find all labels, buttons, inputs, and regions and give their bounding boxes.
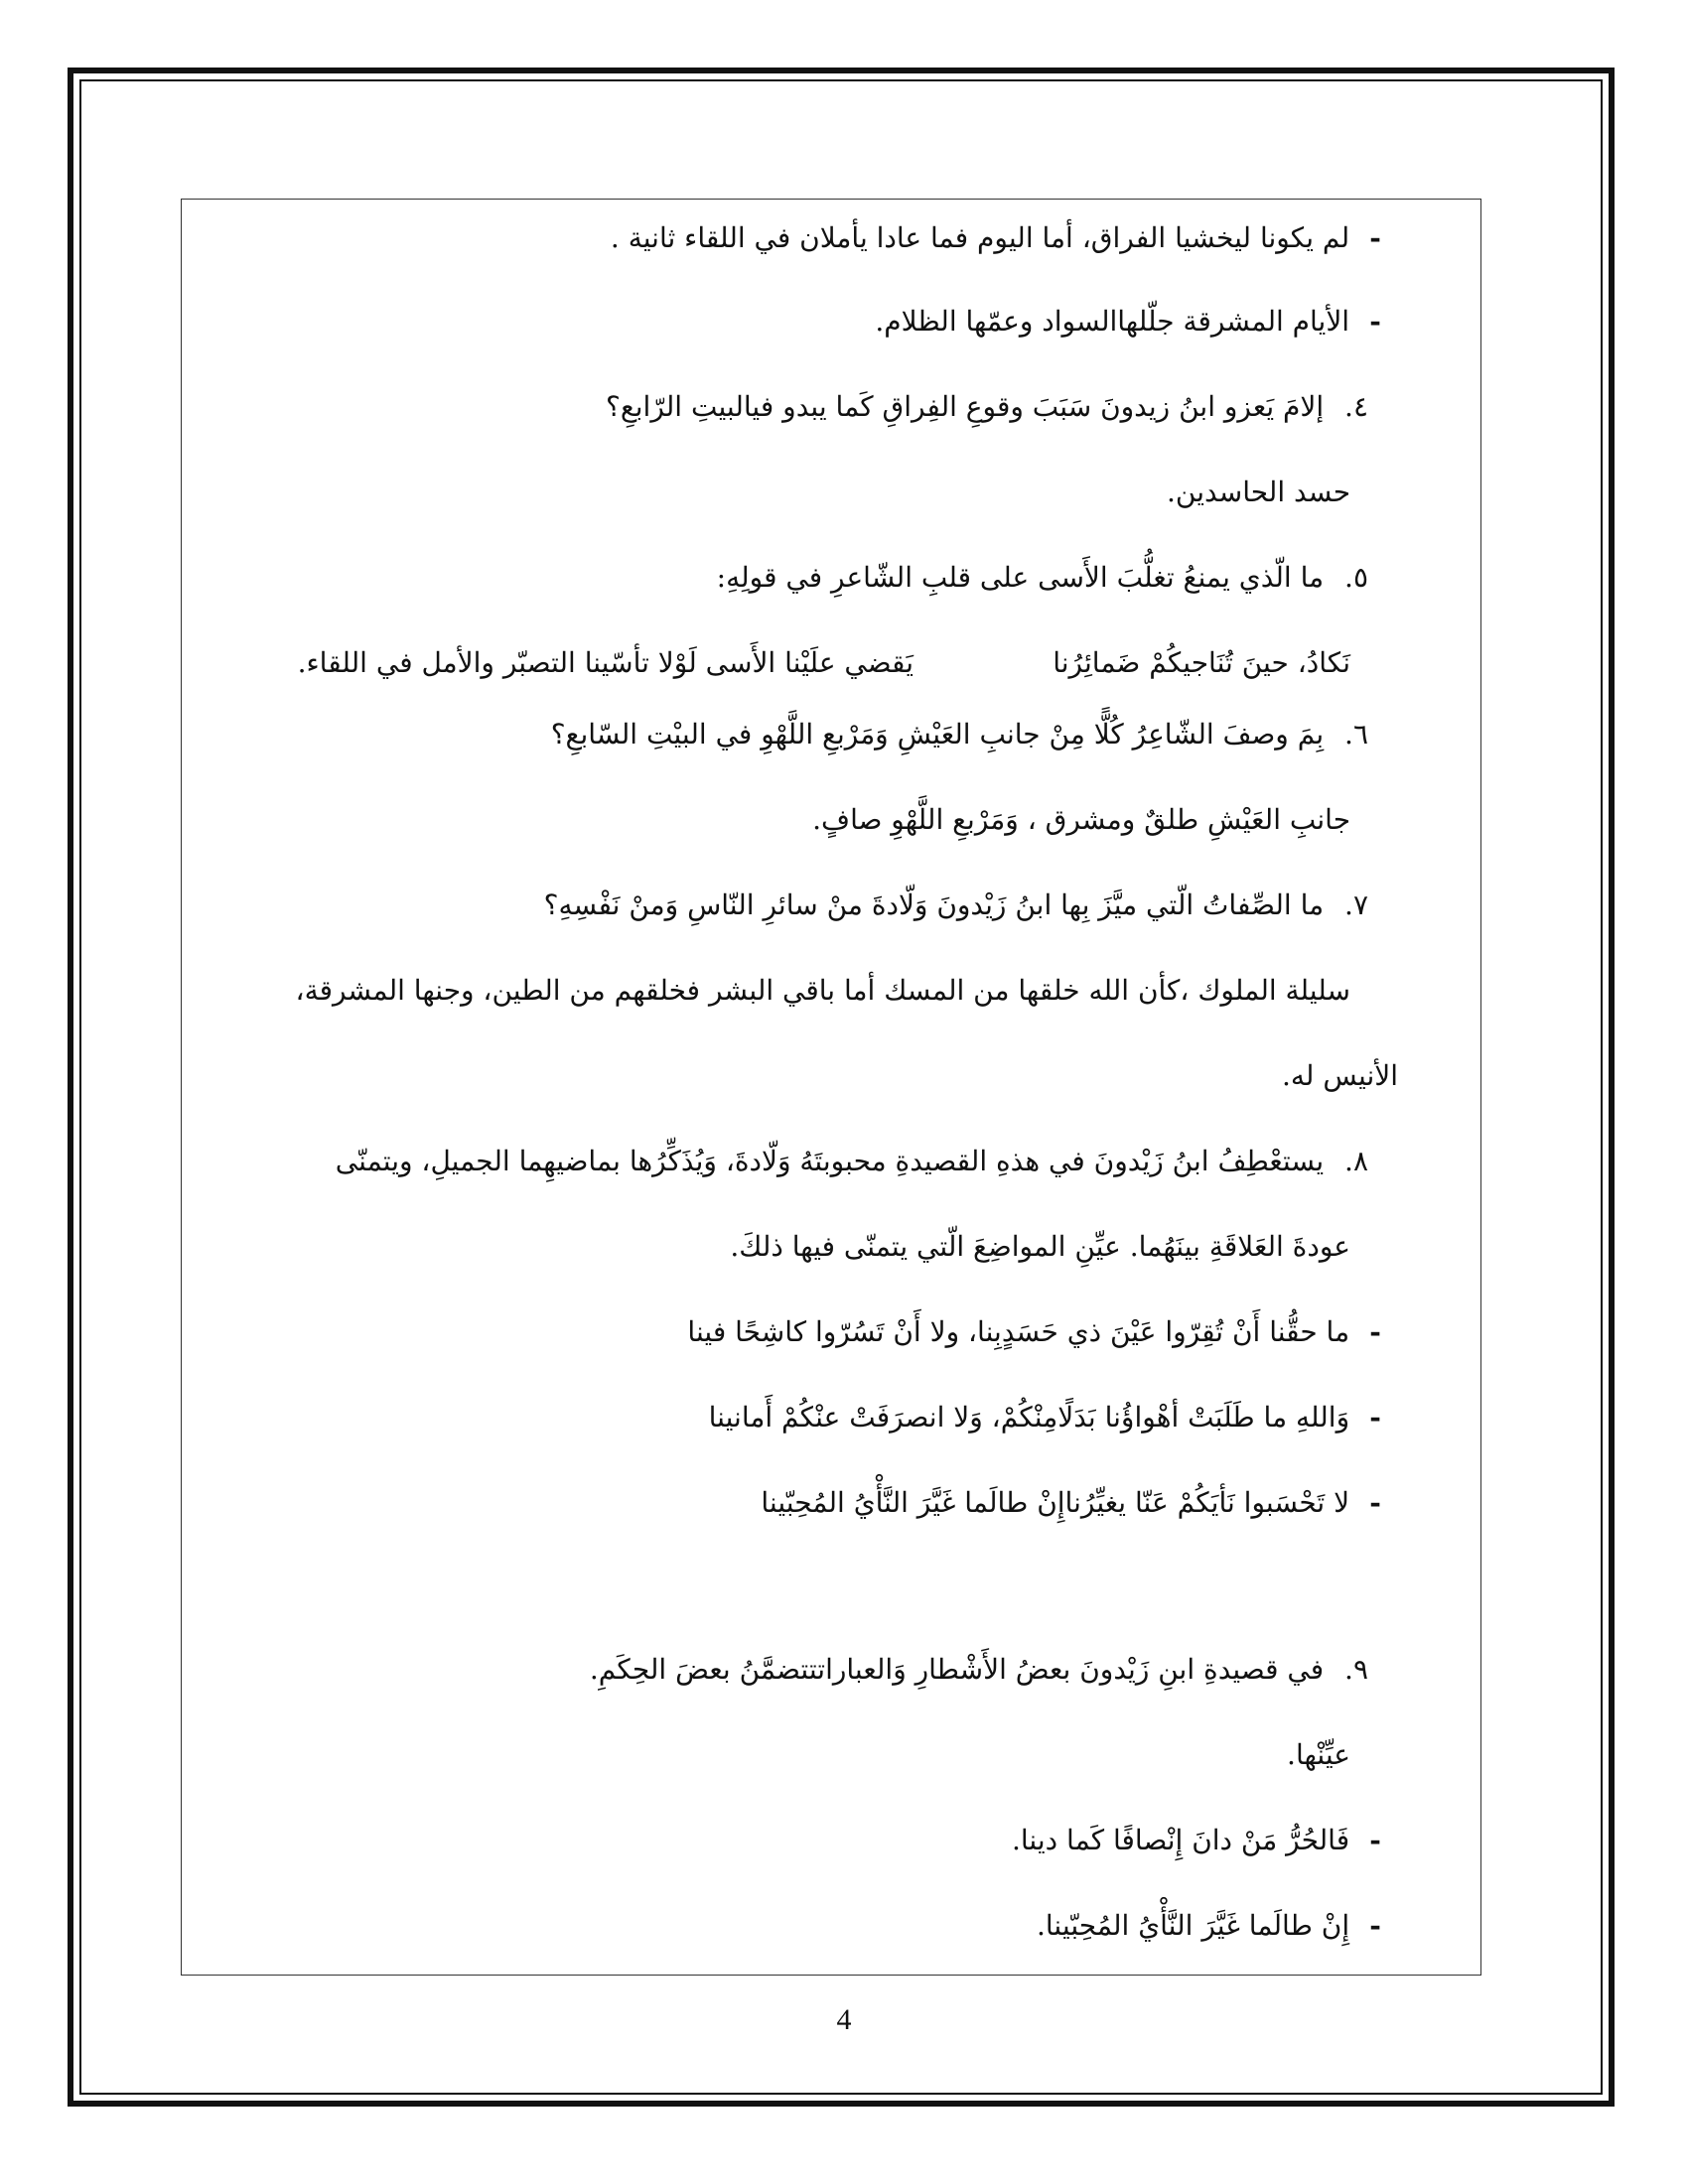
- verse-second-hemistich: يَقضي علَيْنا الأَسى لَوْلا تأسّينا التصبّر والأمل في اللقاء.: [297, 646, 914, 679]
- question-number: ٥.: [1344, 561, 1368, 594]
- question-text: إلامَ يَعزو ابنُ زيدونَ سَبَبَ وقوعِ الفِراقِ كَما يبدو فيالبيتِ الرّابعِ؟: [605, 390, 1325, 423]
- bullet-text: ما حقُّنا أَنْ تُقِرّوا عَيْنَ ذي حَسَدٍبِنا، ولا أَنْ تَسُرّوا كاشِحًا فينا: [687, 1315, 1350, 1348]
- question-text: ما الصِّفاتُ الّتي ميَّزَ بِها ابنُ زَيْدونَ وَلّادةَ منْ سائرِ النّاسِ وَمنْ نَفْسِهِ؟: [543, 888, 1325, 921]
- question-text: يستعْطِفُ ابنُ زَيْدونَ في هذهِ القصيدةِ محبوبتَهُ وَلّادةَ، وَيُذَكِّرُها بماضيهِما الجميلِ، ويتمنّى: [335, 1145, 1325, 1177]
- bullet-dash: -: [1369, 1486, 1381, 1519]
- question-4: [605, 390, 1368, 423]
- question-number: ٦.: [1344, 718, 1368, 751]
- question-number: ٩.: [1344, 1653, 1368, 1686]
- bullet-line: [761, 1486, 1392, 1519]
- bullet-dash: -: [1369, 221, 1381, 254]
- question-7: [543, 888, 1368, 921]
- question-number: ٤.: [1344, 390, 1368, 423]
- bullet-dash: -: [1369, 305, 1381, 338]
- verse-first-hemistich: نَكادُ، حينَ تُنَاجيكُمْ ضَمائِرُنا: [1053, 646, 1350, 679]
- bullet-dash: -: [1369, 1401, 1381, 1433]
- bullet-line: [875, 305, 1392, 338]
- bullet-text: لا تَحْسَبوا نَأيَكُمْ عَنّا يغيِّرُناإِنْ طالَما غَيَّرَ النَّأْيُ المُحِبّينا: [761, 1486, 1350, 1519]
- question-6: [550, 718, 1368, 751]
- bullet-line: [1012, 1824, 1392, 1856]
- answer-6: جانبِ العَيْشِ طلقٌ ومشرق ، وَمَرْبعِ اللَّهْوِ صافٍ.: [812, 803, 1350, 836]
- bullet-dash: -: [1369, 1315, 1381, 1348]
- bullet-text: فَالحُرُّ مَنْ دانَ إِنْصافًا كَما دينا.: [1012, 1824, 1350, 1856]
- question-5: [716, 561, 1368, 594]
- question-8: [335, 1145, 1368, 1177]
- question-text: في قصيدةِ ابنِ زَيْدونَ بعضُ الأَشْطارِ وَالعباراتتتضمَّنُ بعضَ الحِكَمِ.: [589, 1653, 1325, 1686]
- bullet-line: [687, 1315, 1392, 1348]
- bullet-text: وَاللهِ ما طَلَبَتْ أهْواؤُنا بَدَلًامِنْكُمْ، وَلا انصرَفَتْ عنْكُمْ أَمانينا: [708, 1401, 1350, 1433]
- bullet-text: الأيام المشرقة جلّلهاالسواد وعمّها الظلام.: [875, 305, 1350, 338]
- page-number: 4: [836, 2003, 852, 2036]
- bullet-dash: -: [1369, 1824, 1381, 1856]
- question-8-continuation: عودةَ العَلاقَةِ بينَهُما. عيِّنِ المواضِعَ الّتي يتمنّى فيها ذلكَ.: [730, 1230, 1350, 1263]
- answer-4: حسد الحاسدين.: [1167, 476, 1350, 508]
- question-number: ٨.: [1344, 1145, 1368, 1177]
- question-text: بِمَ وصفَ الشّاعِرُ كُلًّا مِنْ جانبِ العَيْشِ وَمَرْبعِ اللَّهْوِ في البيْتِ السّابعِ؟: [550, 718, 1325, 751]
- bullet-line: [708, 1401, 1392, 1433]
- answer-7-line-2: الأنيس له.: [1281, 1059, 1398, 1092]
- bullet-line: [1036, 1909, 1392, 1942]
- question-9: [589, 1653, 1368, 1686]
- bullet-dash: -: [1369, 1909, 1381, 1942]
- question-9-continuation: عيِّنْها.: [1287, 1738, 1350, 1771]
- question-text: ما الّذي يمنعُ تغلُّبَ الأَسى على قلبِ الشّاعرِ في قولِهِ:: [716, 561, 1325, 594]
- answer-7-line-1: سليلة الملوك ،كأن الله خلقها من المسك أما باقي البشر فخلقهم من الطين، وجنها المشرقة،: [295, 974, 1350, 1007]
- bullet-line: [610, 221, 1392, 254]
- question-number: ٧.: [1344, 888, 1368, 921]
- bullet-text: لم يكونا ليخشيا الفراق، أما اليوم فما عادا يأملان في اللقاء ثانية .: [610, 221, 1350, 254]
- bullet-text: إِنْ طالَما غَيَّرَ النَّأْيُ المُحِبّينا.: [1036, 1909, 1350, 1942]
